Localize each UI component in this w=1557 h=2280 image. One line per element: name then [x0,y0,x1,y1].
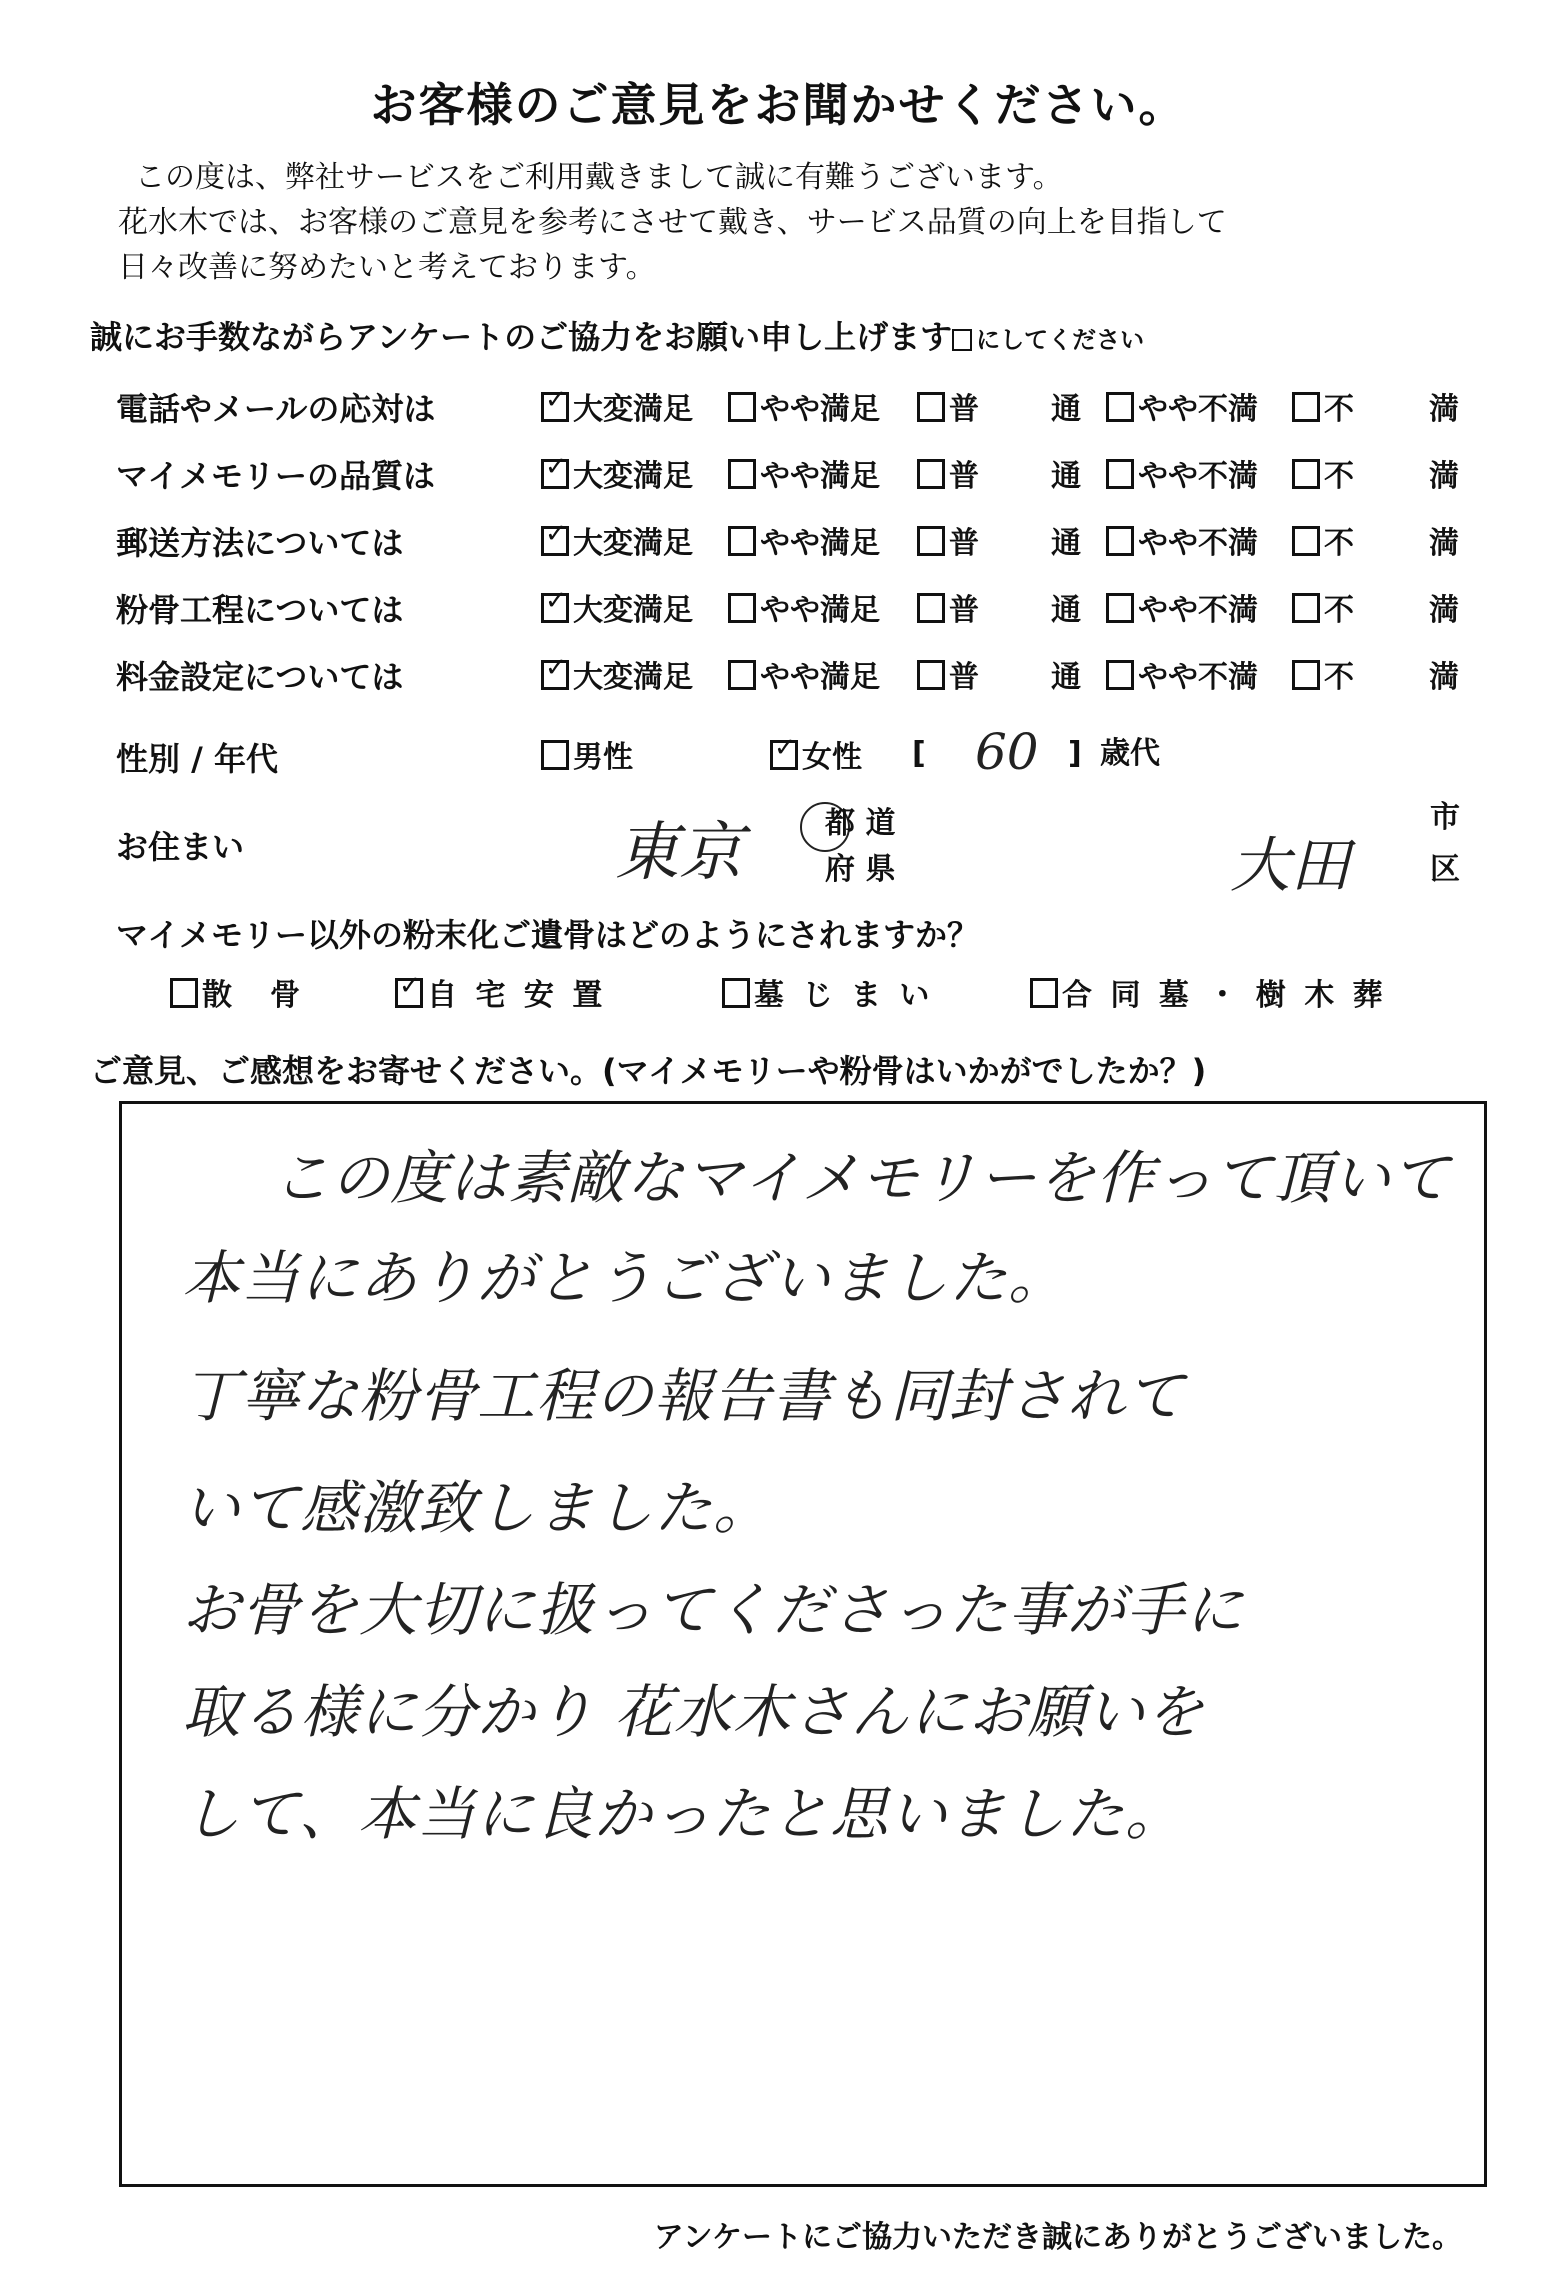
footer-thanks: アンケートにご協力いただき誠にありがとうございました。 [653,2220,1462,2255]
remains-question: マイメモリー以外の粉末化ご遺骨はどのようにされますか？ [116,916,980,954]
rating-option-label: 通 [1051,526,1081,561]
option-label: 墓 じ ま い [754,978,934,1013]
rating-option [1429,459,1459,495]
rating-option[interactable] [917,526,979,562]
rating-checkbox[interactable] [1106,392,1134,422]
male-option[interactable] [541,740,633,776]
age-suffix: 歳代 [1100,736,1160,771]
option-label: 自 宅 安 置 [427,978,607,1013]
comment-line: 丁寧な粉骨工程の報告書も同封されて [182,1362,1186,1430]
rating-option-label: やや不満 [1138,459,1258,494]
rating-option-label: 不 [1324,392,1354,427]
rating-option [1051,459,1081,495]
rating-checkbox[interactable] [1292,459,1320,489]
option-label: 散 骨 [202,978,304,1013]
checkbox-icon [952,329,972,351]
instruction [90,318,1144,356]
comment-line: 本当にありがとうございました。 [182,1244,1068,1312]
rating-option-label: やや不満 [1138,660,1258,695]
rating-option-label: やや満足 [760,392,880,427]
rating-option[interactable] [1292,526,1354,562]
gender-age-label: 性別 / 年代 [116,740,278,778]
rating-checkbox[interactable] [917,459,945,489]
rating-checkbox[interactable] [541,392,569,422]
intro-line: 花水木では、お客様のご意見を参考にさせて戴き、サービス品質の向上を目指して [118,205,1227,240]
comment-line: して、本当に良かったと思いました。 [182,1780,1184,1848]
checkbox[interactable] [722,978,750,1008]
remains-option-home[interactable] [395,978,606,1014]
rating-checkbox[interactable] [728,593,756,623]
rating-checkbox[interactable] [917,593,945,623]
rating-checkbox[interactable] [541,593,569,623]
rating-option-label: やや満足 [760,526,880,561]
rating-checkbox[interactable] [917,526,945,556]
rating-row-label: 粉骨工程については [116,591,404,629]
rating-option [1051,660,1081,696]
rating-option[interactable] [541,660,693,696]
city-suffix-bottom: 区 [1430,852,1460,887]
rating-checkbox[interactable] [541,660,569,690]
rating-option[interactable] [541,593,693,629]
rating-option-label: 普 [949,392,979,427]
rating-checkbox[interactable] [1292,593,1320,623]
female-checkbox[interactable] [770,740,798,770]
rating-option[interactable] [728,392,880,428]
rating-option-label: やや不満 [1138,526,1258,561]
rating-option[interactable] [1292,660,1354,696]
rating-option-label: 大変満足 [573,660,693,695]
rating-option [1051,593,1081,629]
prefecture-value[interactable]: 東京 [615,816,743,890]
rating-checkbox[interactable] [1106,526,1134,556]
remains-option-shared-grave[interactable] [1030,978,1387,1014]
comment-line: お骨を大切に扱ってくださった事が手に [182,1576,1245,1644]
bracket-close: ] [1068,736,1082,771]
city-suffix-top: 市 [1430,800,1460,835]
rating-option[interactable] [541,459,693,495]
rating-option[interactable] [1106,660,1258,696]
rating-option-label: 不 [1324,459,1354,494]
rating-checkbox[interactable] [728,660,756,690]
rating-option [1429,593,1459,629]
rating-checkbox[interactable] [1292,526,1320,556]
rating-option-label: やや満足 [760,660,880,695]
comment-line: 取る様に分かり 花水木さんにお願いを [182,1678,1205,1746]
rating-checkbox[interactable] [1292,392,1320,422]
rating-checkbox[interactable] [541,526,569,556]
rating-option-label: 満 [1429,660,1459,695]
rating-checkbox[interactable] [541,459,569,489]
instruction-text: 誠にお手数ながらアンケートのご協力をお願い申し上げます [90,318,953,356]
rating-checkbox[interactable] [1106,660,1134,690]
female-option[interactable] [770,740,862,776]
rating-option-label: 通 [1051,459,1081,494]
checkbox[interactable] [1030,978,1058,1008]
pref-suffix-bottom: 府 県 [825,852,896,887]
intro-line: この度は、弊社サービスをご利用戴きまして誠に有難うございます。 [135,160,1063,195]
address-label: お住まい [116,828,245,866]
rating-option [1051,526,1081,562]
intro-line: 日々改善に努めたいと考えております。 [118,250,656,285]
rating-option[interactable] [1106,392,1258,428]
rating-option-label: 不 [1324,660,1354,695]
rating-option-label: 大変満足 [573,459,693,494]
rating-option-label: やや不満 [1138,593,1258,628]
rating-option[interactable] [541,392,693,428]
instruction-hint: にしてください [976,326,1145,354]
rating-option-label: 不 [1324,593,1354,628]
rating-option[interactable] [1106,593,1258,629]
form-title: お客様のご意見をお聞かせください。 [370,78,1187,132]
rating-option-label: 大変満足 [573,526,693,561]
rating-option-label: 通 [1051,392,1081,427]
rating-option[interactable] [728,593,880,629]
rating-option[interactable] [1292,392,1354,428]
comments-heading: ご意見、ご感想をお寄せください。(マイメモリーや粉骨はいかがでしたか？) [90,1052,1207,1090]
rating-checkbox[interactable] [1106,593,1134,623]
bracket-open: [ [912,736,926,771]
rating-row-label: マイメモリーの品質は [116,457,436,495]
rating-checkbox[interactable] [917,392,945,422]
remains-option-grave-closing[interactable] [722,978,933,1014]
rating-option [1051,392,1081,428]
rating-option-label: 満 [1429,593,1459,628]
rating-option[interactable] [917,660,979,696]
checkbox[interactable] [395,978,423,1008]
rating-option[interactable] [728,526,880,562]
rating-option-label: やや満足 [760,593,880,628]
rating-option-label: 満 [1429,392,1459,427]
rating-option-label: 通 [1051,593,1081,628]
option-label: 合 同 墓 ・ 樹 木 葬 [1062,978,1387,1013]
rating-option-label: やや不満 [1138,392,1258,427]
comment-line: この度は素敵なマイメモリーを作って頂いて [272,1144,1451,1212]
rating-option-label: 通 [1051,660,1081,695]
rating-option-label: 普 [949,459,979,494]
rating-checkbox[interactable] [1106,459,1134,489]
male-checkbox[interactable] [541,740,569,770]
rating-option-label: 大変満足 [573,392,693,427]
rating-option[interactable] [728,660,880,696]
rating-checkbox[interactable] [728,459,756,489]
rating-option-label: 普 [949,526,979,561]
male-label: 男性 [573,740,633,775]
rating-option [1429,660,1459,696]
rating-checkbox[interactable] [917,660,945,690]
rating-option[interactable] [917,392,979,428]
rating-row-label: 料金設定については [116,658,404,696]
remains-option-scatter[interactable] [170,978,304,1014]
rating-option [1429,392,1459,428]
rating-option [1429,526,1459,562]
pref-suffix-top: 都 道 [825,806,896,841]
rating-checkbox[interactable] [1292,660,1320,690]
rating-option[interactable] [1106,526,1258,562]
rating-option-label: やや満足 [760,459,880,494]
rating-option[interactable] [1292,593,1354,629]
rating-option-label: 満 [1429,459,1459,494]
rating-option-label: 普 [949,593,979,628]
comment-line: いて感激致しました。 [182,1474,773,1542]
age-value[interactable]: 60 [975,723,1039,781]
rating-checkbox[interactable] [728,526,756,556]
female-label: 女性 [802,740,862,775]
rating-option-label: 大変満足 [573,593,693,628]
rating-checkbox[interactable] [728,392,756,422]
rating-option-label: 満 [1429,526,1459,561]
rating-option[interactable] [917,593,979,629]
rating-option[interactable] [1106,459,1258,495]
rating-option[interactable] [728,459,880,495]
checkbox[interactable] [170,978,198,1008]
rating-row-label: 電話やメールの応対は [116,390,436,428]
rating-row-label: 郵送方法については [116,524,404,562]
city-value[interactable]: 大田 [1230,831,1350,901]
rating-option[interactable] [917,459,979,495]
rating-option-label: 不 [1324,526,1354,561]
rating-option[interactable] [541,526,693,562]
comments-textarea[interactable] [119,1101,1487,2187]
rating-option[interactable] [1292,459,1354,495]
rating-option-label: 普 [949,660,979,695]
